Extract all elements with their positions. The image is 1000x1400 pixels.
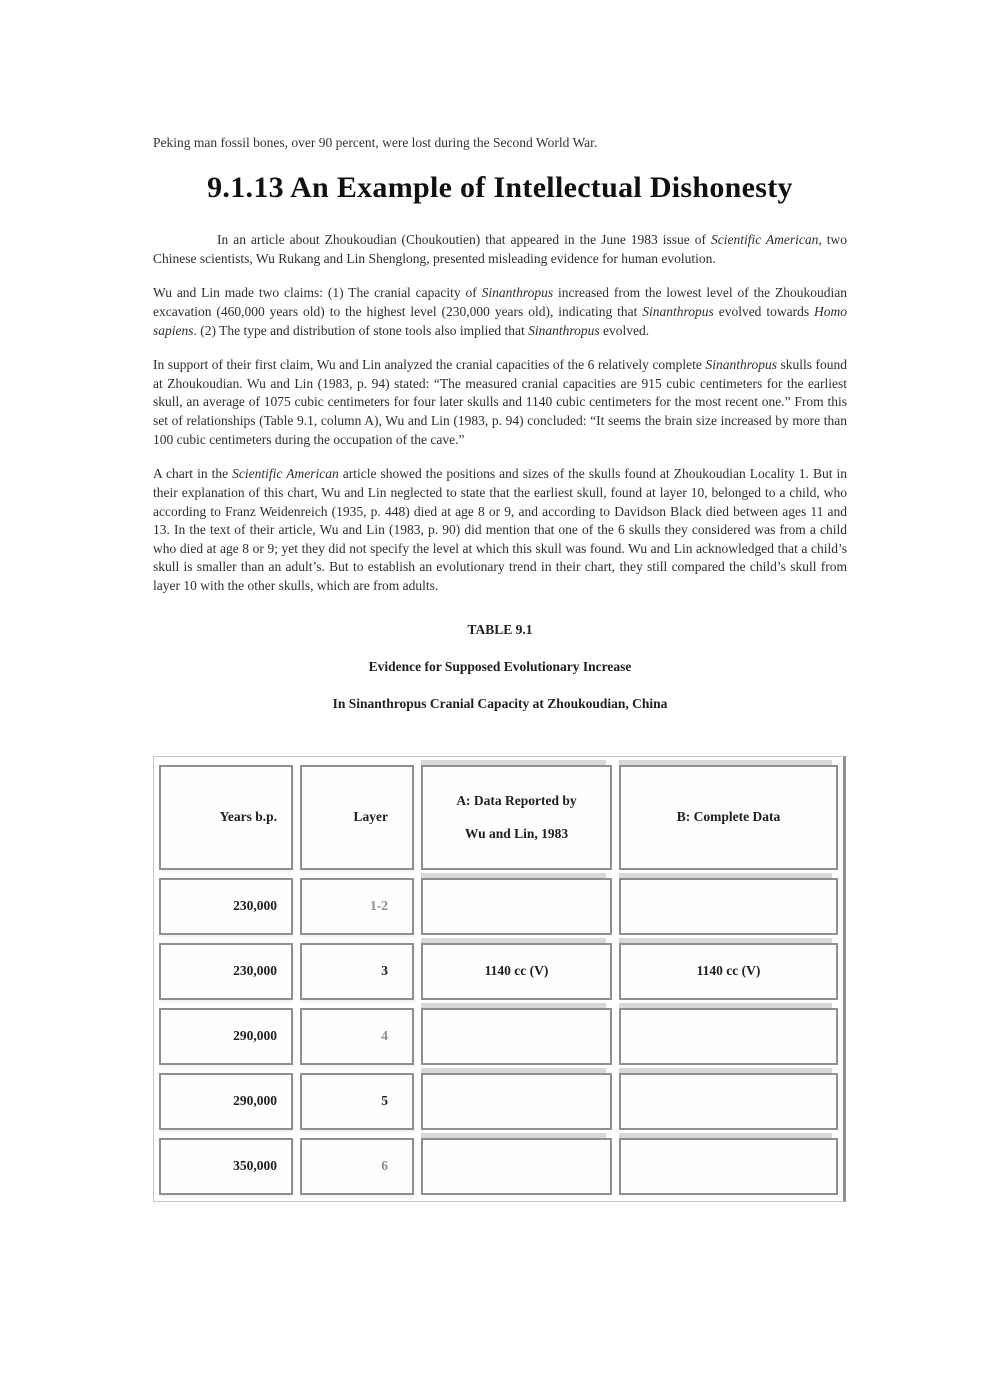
column-header-complete-data: [619, 765, 838, 870]
table-cell-complete-data-value: 1140 cc (V): [696, 963, 761, 979]
table-cell-years-value: 350,000: [233, 1158, 277, 1174]
paragraph: [153, 465, 847, 595]
table-cell-years-value: 230,000: [233, 898, 277, 914]
table-cell-data-reported: [421, 1073, 612, 1130]
table-cell-layer-value: 1-2: [370, 898, 388, 914]
table-cell-years: [159, 878, 293, 935]
paragraph: [153, 356, 847, 449]
text-run: , two Chinese scientists, Wu Rukang and Lin Shenglong, presented misleading evidence for human evolution.: [153, 232, 848, 266]
table-caption-line2: In Sinanthropus Cranial Capacity at Zhoukoudian, China: [332, 695, 668, 711]
text-run: In support of their first claim, Wu and Lin analyzed the cranial capacities of the 6 relatively complete: [153, 357, 706, 373]
table-cell-complete-data: [619, 1008, 838, 1065]
column-header-data-reported: [421, 765, 612, 870]
paragraph: [153, 284, 847, 340]
table-cell-layer: [300, 1138, 414, 1195]
column-header-data-reported-label: [456, 792, 576, 842]
intro-line: Peking man fossil bones, over 90 percent, were lost during the Second World War.: [153, 135, 598, 150]
italic-text: Sinanthropus: [705, 357, 777, 373]
table-row: [159, 1008, 838, 1065]
italic-text: Scientific American: [232, 466, 339, 482]
table-cell-years: [159, 1073, 293, 1130]
italic-text: Homo sapiens: [153, 303, 847, 338]
table-cell-layer: [300, 1073, 414, 1130]
table-cell-data-reported: [421, 1008, 612, 1065]
paragraph: [153, 231, 847, 268]
column-header-a-line1: A: Data Reported by: [456, 793, 577, 809]
italic-text: Sinanthropus: [642, 303, 714, 319]
article-body: [153, 231, 847, 596]
table-cell-years-value: 290,000: [233, 1028, 277, 1044]
text-run: evolved.: [599, 322, 650, 338]
table-cell-years-value: 230,000: [233, 963, 277, 979]
table-cell-complete-data: [619, 1138, 838, 1195]
column-header-layer-label: Layer: [353, 809, 388, 825]
column-header-a-line2: Wu and Lin, 1983: [464, 825, 569, 841]
text-run: evolved towards: [713, 303, 814, 319]
table-cell-data-reported: [421, 878, 612, 935]
table-captions: [153, 622, 847, 712]
table-cell-layer-value: 3: [381, 963, 388, 979]
italic-text: Scientific American: [710, 232, 819, 248]
table-row: [159, 878, 838, 935]
table-number: TABLE 9.1: [467, 621, 533, 637]
text-run: article showed the positions and sizes of the skulls found at Zhoukoudian Locality 1. But in their explanation of this chart, Wu and Lin neglected to state that the earliest skull, found at layer 10, belonged to a child, who according to Franz Weidenreich (1935, p. 448) died at age 8 or 9, and according to Davidson Black died between ages 11 and 13. In the text of their article, Wu and Lin (1983, p. 90) did mention that one of the 6 skulls they considered was from a child who died at age 8 or 9; yet they did not specify the level at which this skull was found. Wu and Lin acknowledged that a child’s skull is smaller than an adult’s. But to establish an evolutionary trend in their chart, they still compared the child’s skull from layer 10 with the other skulls, which are from adults.: [153, 466, 847, 594]
text-run: . (2) The type and distribution of stone tools also implied that: [193, 322, 529, 338]
column-header-years: [159, 765, 293, 870]
table-cell-complete-data: [619, 878, 838, 935]
table-cell-layer-value: 5: [381, 1093, 388, 1109]
table-cell-complete-data: [619, 1073, 838, 1130]
table-cell-layer-value: 4: [381, 1028, 388, 1044]
table-cell-data-reported: [421, 1138, 612, 1195]
table-cell-years: [159, 1008, 293, 1065]
table-cell-data-reported: [421, 943, 612, 1000]
text-run: skulls found at Zhoukoudian. Wu and Lin (1983, p. 94) stated: “The measured cranial capacities are 915 cubic centimeters for the earliest skull, an average of 1075 cubic centimeters for four later skulls and 1140 cubic centimeters for the most recent one.” From this set of relationships (Table 9.1, column A), Wu and Lin (1983, p. 94) concluded: “It seems the brain size increased by more than 100 cubic centimeters during the occupation of the cave.”: [153, 357, 847, 447]
table-cell-layer: [300, 1008, 414, 1065]
table-caption-line1: Evidence for Supposed Evolutionary Increase: [368, 658, 632, 674]
data-table: [153, 756, 846, 1202]
italic-text: Sinanthropus: [528, 322, 600, 338]
page-title: 9.1.13 An Example of Intellectual Dishonesty: [207, 170, 793, 204]
table-cell-years-value: 290,000: [233, 1093, 277, 1109]
italic-text: Sinanthropus: [481, 285, 554, 301]
table-row: [159, 1138, 838, 1195]
table-row: [159, 943, 838, 1000]
table-cell-complete-data: [619, 943, 838, 1000]
table-cell-data-reported-value: 1140 cc (V): [484, 963, 549, 979]
text-run: A chart in the: [153, 466, 233, 482]
text-run: Wu and Lin made two claims: (1) The cranial capacity of: [153, 285, 482, 301]
table-cell-years: [159, 943, 293, 1000]
table-body: [159, 878, 838, 1195]
table-row: [159, 1073, 838, 1130]
column-header-layer: [300, 765, 414, 870]
table-cell-layer-value: 6: [381, 1158, 388, 1174]
table-cell-years: [159, 1138, 293, 1195]
table-cell-layer: [300, 943, 414, 1000]
column-header-years-label: Years b.p.: [219, 809, 277, 825]
table-cell-layer: [300, 878, 414, 935]
table-header-row: [159, 765, 838, 870]
text-run: In an article about Zhoukoudian (Choukoutien) that appeared in the June 1983 issue of: [217, 232, 711, 248]
column-header-complete-data-label: B: Complete Data: [676, 809, 781, 825]
text-run: increased from the lowest level of the Zhoukoudian excavation (460,000 years old) to the highest level (230,000 years old), indicating that: [153, 285, 847, 319]
